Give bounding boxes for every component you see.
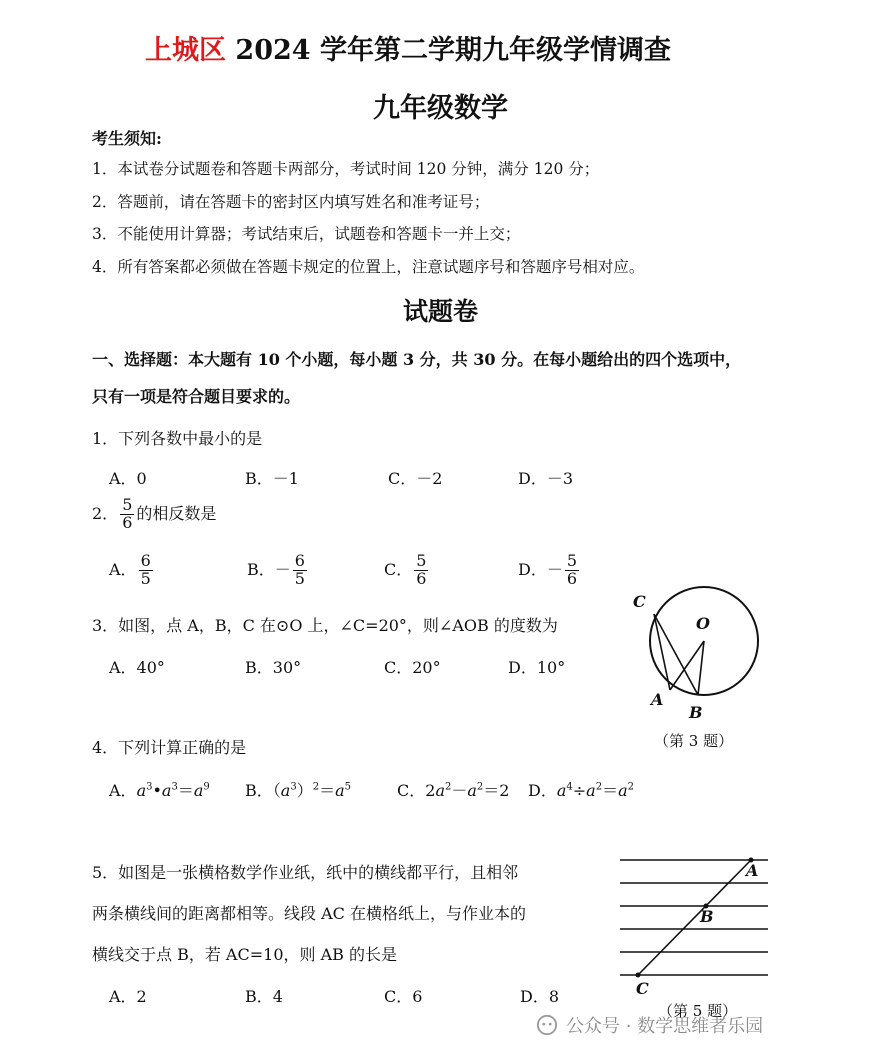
q2-option-c xyxy=(384,553,430,588)
q2-option-a-num: 6 xyxy=(140,551,151,570)
q5-option-d: D．8 xyxy=(520,987,560,1006)
q4-option-d: D．$a^4\div a^2=a^2$ xyxy=(528,781,635,800)
q3-label-a: A xyxy=(651,690,664,709)
q2-frac-num: 5 xyxy=(122,495,133,514)
q2-fraction xyxy=(120,497,134,532)
section1-instructions-line2: 只有一项是符合题目要求的。 xyxy=(92,387,301,406)
q4-option-b: B．$(a^3)^2=a^5$ xyxy=(245,781,352,800)
q4-option-a-label: A． xyxy=(109,781,137,800)
watermark-text: 公众号 · 数学思维者乐园 xyxy=(566,1016,764,1037)
q5-label-b: B xyxy=(700,907,714,926)
q2-option-b xyxy=(247,553,309,588)
q2-option-d-sign: － xyxy=(546,559,563,579)
exam-title xyxy=(145,28,671,67)
q2-option-d-fraction xyxy=(565,553,579,588)
wechat-icon xyxy=(536,1014,558,1036)
q5-line2: 两条横线间的距离都相等。线段 AC 在横格纸上，与作业本的 xyxy=(92,904,526,923)
q2-option-a-den: 5 xyxy=(140,568,151,588)
exam-title-text: 2024 学年第二学期九年级学情调查 xyxy=(235,35,671,66)
q2-option-a xyxy=(109,553,155,588)
q5-label-c: C xyxy=(636,979,649,998)
q2-option-c-num: 5 xyxy=(416,551,427,570)
q5-option-c: C．6 xyxy=(384,987,423,1006)
q5-line3: 横线交于点 B，若 AC=10，则 AB 的长是 xyxy=(92,945,397,964)
q3-label-b: B xyxy=(689,703,703,722)
section-title: 试题卷 xyxy=(402,297,478,326)
q4-option-c: C．$2a^2-a^2=2$ xyxy=(397,781,510,800)
q5-line1: 5．如图是一张横格数学作业纸，纸中的横线都平行，且相邻 xyxy=(92,863,519,882)
q1-stem: 1．下列各数中最小的是 xyxy=(92,429,263,448)
q3-circle-figure xyxy=(625,585,775,730)
q4-stem: 4．下列计算正确的是 xyxy=(92,738,247,757)
q3-caption: （第 3 题） xyxy=(654,732,734,750)
q2-option-a-fraction xyxy=(139,553,153,588)
q1-option-b: B．－1 xyxy=(245,469,299,488)
notice-item-3: 3．不能使用计算器；考试结束后，试题卷和答题卡一并上交； xyxy=(92,225,521,243)
q2-option-b-sign: － xyxy=(274,559,291,579)
q4-option-a: A．$a^3•a^3=a^9$ xyxy=(109,781,210,800)
q3-stem: 3．如图，点 A，B，C 在⊙O 上，∠C=20°，则∠AOB 的度数为 xyxy=(92,616,558,635)
q2-option-a-label: A． xyxy=(109,559,137,579)
watermark xyxy=(536,1012,763,1038)
q2-option-d-den: 6 xyxy=(566,568,578,588)
q5-caption: （第 5 题） xyxy=(658,1002,738,1020)
q3-label-c: C xyxy=(633,592,646,611)
q2-option-b-label: B． xyxy=(247,559,275,579)
q2-option-c-den: 6 xyxy=(416,568,427,588)
notice-item-1: 1．本试卷分试题卷和答题卡两部分，考试时间 120 分钟，满分 120 分； xyxy=(92,160,600,178)
q2-option-c-fraction xyxy=(414,553,428,588)
q3-option-c: C．20° xyxy=(384,658,441,677)
q2-number: 2． xyxy=(92,503,119,523)
q2-frac-den: 6 xyxy=(122,512,133,532)
q3-segment-cb xyxy=(654,614,698,695)
q5-segment-ac xyxy=(638,860,751,975)
q1-option-c: C．－2 xyxy=(388,469,443,488)
q2-option-b-fraction xyxy=(293,553,307,588)
q3-option-a: A．40° xyxy=(109,658,165,677)
q2-option-b-den: 5 xyxy=(294,568,305,588)
notice-heading: 考生须知: xyxy=(92,129,162,148)
q3-option-d: D．10° xyxy=(508,658,566,677)
q3-option-b: B．30° xyxy=(245,658,302,677)
q2-option-b-num: 6 xyxy=(294,551,305,570)
section1-instructions-line1: 一、选择题：本大题有 10 个小题，每小题 3 分，共 30 分。在每小题给出的四个选项中， xyxy=(92,350,742,369)
q4-option-d-label: D． xyxy=(528,781,557,800)
q2-option-c-label: C． xyxy=(384,559,413,579)
q3-segment-ca xyxy=(654,614,670,690)
q1-option-a: A．0 xyxy=(109,469,147,488)
q5-point-c xyxy=(636,973,641,978)
q2-stem xyxy=(92,497,216,532)
q5-option-b: B．4 xyxy=(245,987,283,1006)
exam-title-region: 上城区 xyxy=(145,35,226,66)
q3-label-o: O xyxy=(696,614,710,633)
q2-option-d-label: D． xyxy=(518,559,547,579)
q2-stem-text: 的相反数是 xyxy=(136,503,217,523)
exam-subtitle: 九年级数学 xyxy=(373,93,508,124)
q4-option-b-label: B． xyxy=(245,781,273,800)
q5-option-a: A．2 xyxy=(109,987,147,1006)
q4-option-c-label: C． xyxy=(397,781,426,800)
q1-option-d: D．－3 xyxy=(518,469,574,488)
notice-item-2: 2．答题前，请在答题卡的密封区内填写姓名和准考证号； xyxy=(92,193,490,211)
q5-label-a: A xyxy=(746,861,759,880)
q2-option-d xyxy=(518,553,581,588)
notice-item-4: 4．所有答案都必须做在答题卡规定的位置上，注意试题序号和答题序号相对应。 xyxy=(92,258,645,276)
q2-option-d-num: 5 xyxy=(566,551,578,570)
q5-lined-paper-figure xyxy=(608,848,778,1000)
